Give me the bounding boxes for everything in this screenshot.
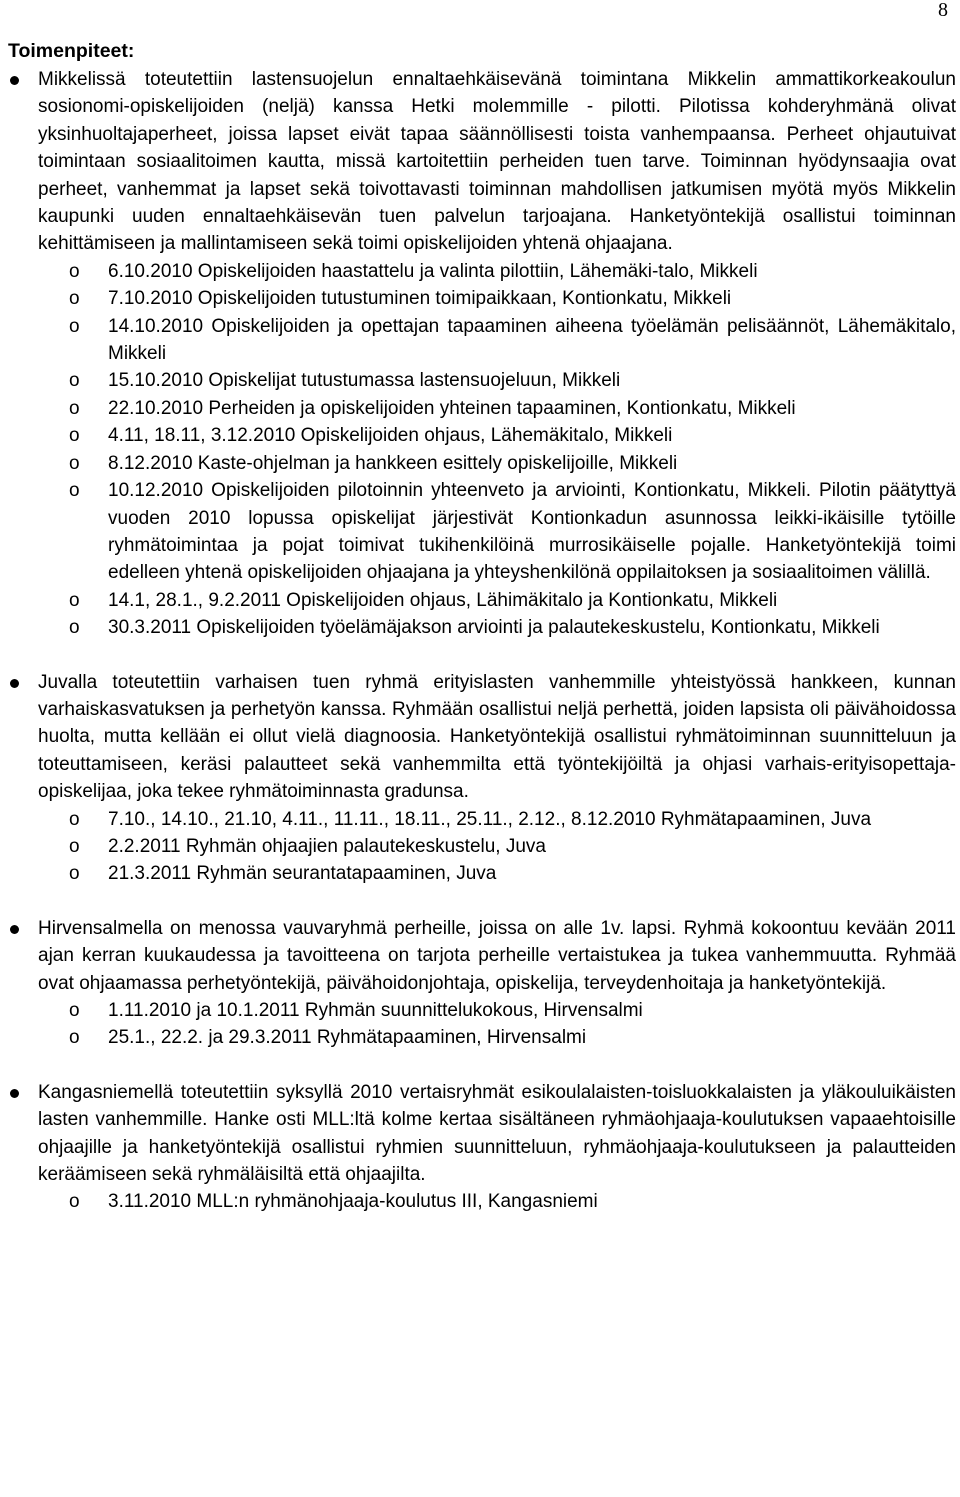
circle-bullet-icon: o <box>69 1000 80 1021</box>
circle-bullet-icon: o <box>69 397 80 419</box>
sub-list-item-text: 22.10.2010 Perheiden ja opiskelijoiden yhteinen tapaaminen, Kontionkatu, Mikkeli <box>108 397 796 419</box>
sub-list-item <box>38 285 956 312</box>
sub-list-item-text: 3.11.2010 MLL:n ryhmänohjaaja-koulutus III, Kangasniemi <box>108 1191 598 1213</box>
sub-list-item-text: 4.11, 18.11, 3.12.2010 Opiskelijoiden ohjaus, Lähemäkitalo, Mikkeli <box>108 425 673 447</box>
bullet-section <box>8 669 956 888</box>
circle-bullet-icon: o <box>69 425 80 447</box>
sub-list-item <box>38 422 956 449</box>
bullet-icon <box>10 925 19 934</box>
circle-bullet-icon: o <box>69 835 80 857</box>
sub-list-item-text: 7.10., 14.10., 21.10, 4.11., 11.11., 18.11., 25.11., 2.12., 8.12.2010 Ryhmätapaaminen, Juva <box>108 808 872 830</box>
circle-bullet-icon: o <box>69 1191 80 1213</box>
bullet-paragraph: Kangasniemellä toteutettiin syksyllä 2010 vertaisryhmät esikoulalaisten-toisluokkalaisten ja yläkouluikäisten lasten vanhemmille. Hanke osti MLL:ltä kolme kertaa sisältäneen ryhmäohjaaja-koulutuksen vapaaehtoisille ohjaajille ja hanketyöntekijä osallistui ryhmien suunnitteluun, ryhmäohjaaja-koulutukseen ja palautteiden keräämiseen sekä ryhmäläisiltä että ohjaajilta. <box>38 1081 956 1186</box>
sub-list-item <box>38 313 956 368</box>
circle-bullet-icon: o <box>69 589 80 611</box>
sub-list-item-text: 30.3.2011 Opiskelijoiden työelämäjakson arviointi ja palautekeskustelu, Kontionkatu, Mikkeli <box>108 617 880 639</box>
sub-list-item <box>38 1188 956 1215</box>
sub-list-item-text: 1.11.2010 ja 10.1.2011 Ryhmän suunnittelukokous, Hirvensalmi <box>108 1000 643 1021</box>
bullet-icon <box>10 1089 19 1098</box>
circle-bullet-icon: o <box>69 452 80 474</box>
sub-list-item-text: 14.1, 28.1., 9.2.2011 Opiskelijoiden ohjaus, Lähimäkitalo ja Kontionkatu, Mikkeli <box>108 589 778 611</box>
circle-bullet-icon: o <box>69 315 80 337</box>
sub-list <box>38 1188 956 1215</box>
sub-list <box>38 997 956 1052</box>
circle-bullet-icon: o <box>69 863 80 885</box>
bullet-paragraph: Juvalla toteutettiin varhaisen tuen ryhmä erityislasten vanhemmille yhteistyössä hankkeen, kunnan varhaiskasvatuksen ja perhetyön kanssa. Ryhmään osallistui neljä perhettä, joiden lapsista oli päivähoidossa huolta, mutta kellään ei ollut vielä diagnoosia. Hanketyöntekijä osallistui ryhmätoiminnan suunnitteluun ja toteuttamiseen, keräsi palautteet sekä vanhemmilta että työntekijöiltä ja ohjasi varhais-erityisopettaja-opiskelijaa, joka tekee ryhmätoiminnasta gradunsa. <box>38 671 956 803</box>
bullet-icon <box>10 679 19 688</box>
sub-list-item <box>38 367 956 394</box>
sub-list <box>38 258 956 642</box>
sub-list <box>38 806 956 888</box>
sub-list-item <box>38 258 956 285</box>
circle-bullet-icon: o <box>69 260 80 282</box>
sub-list-item <box>38 587 956 614</box>
sub-list-item <box>38 806 956 833</box>
bullet-section <box>8 1079 956 1216</box>
sub-list-item <box>38 477 956 587</box>
sub-list-item <box>38 450 956 477</box>
sub-list-item-text: 21.3.2011 Ryhmän seurantatapaaminen, Juva <box>108 863 497 885</box>
sub-list-item-text: 2.2.2011 Ryhmän ohjaajien palautekeskustelu, Juva <box>108 835 546 857</box>
circle-bullet-icon: o <box>69 480 80 502</box>
document-body <box>8 36 956 1243</box>
bullet-list <box>8 66 956 1216</box>
sub-list-item <box>38 395 956 422</box>
sub-list-item <box>38 614 956 641</box>
circle-bullet-icon: o <box>69 808 80 830</box>
sub-list-item <box>38 833 956 860</box>
section-title: Toimenpiteet: <box>8 40 135 62</box>
circle-bullet-icon: o <box>69 288 80 310</box>
sub-list-item-text: 10.12.2010 Opiskelijoiden pilotoinnin yhteenveto ja arviointi, Kontionkatu, Mikkeli. Pilotin päätyttyä vuoden 2010 lopussa opiskelijat järjestivät Kontionkadun asunnossa leikki-ikäisille tytöille ryhmätoimintaa ja pojat toimivat tukihenkilöinä murrosikäiselle pojalle. Hanketyöntekijä toimi edelleen yhtenä opiskelijoiden ohjaajana ja yhteyshenkilönä oppilaitoksen ja sosiaalitoimen välillä. <box>108 480 956 584</box>
bullet-section <box>8 66 956 642</box>
bullet-paragraph: Hirvensalmella on menossa vauvaryhmä perheille, joissa on alle 1v. lapsi. Ryhmä kokoontuu kevään 2011 ajan kerran kuukaudessa ja tavoitteena on tarjota perheille vertaistukea ja tukea vanhemmuutta. Ryhmää ovat ohjaamassa perhetyöntekijä, päivähoidonjohtaja, opiskelija, terveydenhoitaja ja hanketyöntekijä. <box>38 917 956 994</box>
sub-list-item-text: 15.10.2010 Opiskelijat tutustumassa lastensuojeluun, Mikkeli <box>108 370 621 392</box>
sub-list-item-text: 6.10.2010 Opiskelijoiden haastattelu ja valinta pilottiin, Lähemäki-talo, Mikkeli <box>108 260 758 282</box>
sub-list-item <box>38 860 956 887</box>
sub-list-item <box>38 1024 956 1051</box>
bullet-section <box>8 915 956 1052</box>
sub-list-item-text: 14.10.2010 Opiskelijoiden ja opettajan tapaaminen aiheena työelämän pelisäännöt, Lähemäkitalo, Mikkeli <box>108 315 956 365</box>
sub-list-item <box>38 997 956 1024</box>
bullet-paragraph: Mikkelissä toteutettiin lastensuojelun ennaltaehkäisevänä toimintana Mikkelin ammattikorkeakoulun sosionomi-opiskelijoiden (neljä) kanssa Hetki molemmille - pilotti. Pilotissa kohderyhmänä olivat yksinhuoltajaperheet, joissa lapset eivät tapaa säännöllisesti toista vanhempaansa. Perheet ohjautuivat toimintaan sosiaalitoimen kautta, missä kartoitettiin perheiden tuen tarve. Toiminnan hyödynsaajia ovat perheet, vanhemmat ja lapset sekä toivottavasti toiminnan mahdollisen jatkumisen myötä myös Mikkelin kaupunki uuden ennaltaehkäisevän tuen palvelun tarjoajana. Hanketyöntekijä osallistui toiminnan kehittämiseen ja mallintamiseen sekä toimi opiskelijoiden yhtenä ohjaajana. <box>38 69 956 255</box>
page-number: 8 <box>938 0 948 21</box>
sub-list-item-text: 25.1., 22.2. ja 29.3.2011 Ryhmätapaaminen, Hirvensalmi <box>108 1027 587 1049</box>
sub-list-item-text: 7.10.2010 Opiskelijoiden tutustuminen toimipaikkaan, Kontionkatu, Mikkeli <box>108 288 732 310</box>
circle-bullet-icon: o <box>69 1027 80 1049</box>
circle-bullet-icon: o <box>69 370 80 392</box>
bullet-icon <box>10 76 19 85</box>
circle-bullet-icon: o <box>69 617 80 639</box>
sub-list-item-text: 8.12.2010 Kaste-ohjelman ja hankkeen esittely opiskelijoille, Mikkeli <box>108 452 678 474</box>
